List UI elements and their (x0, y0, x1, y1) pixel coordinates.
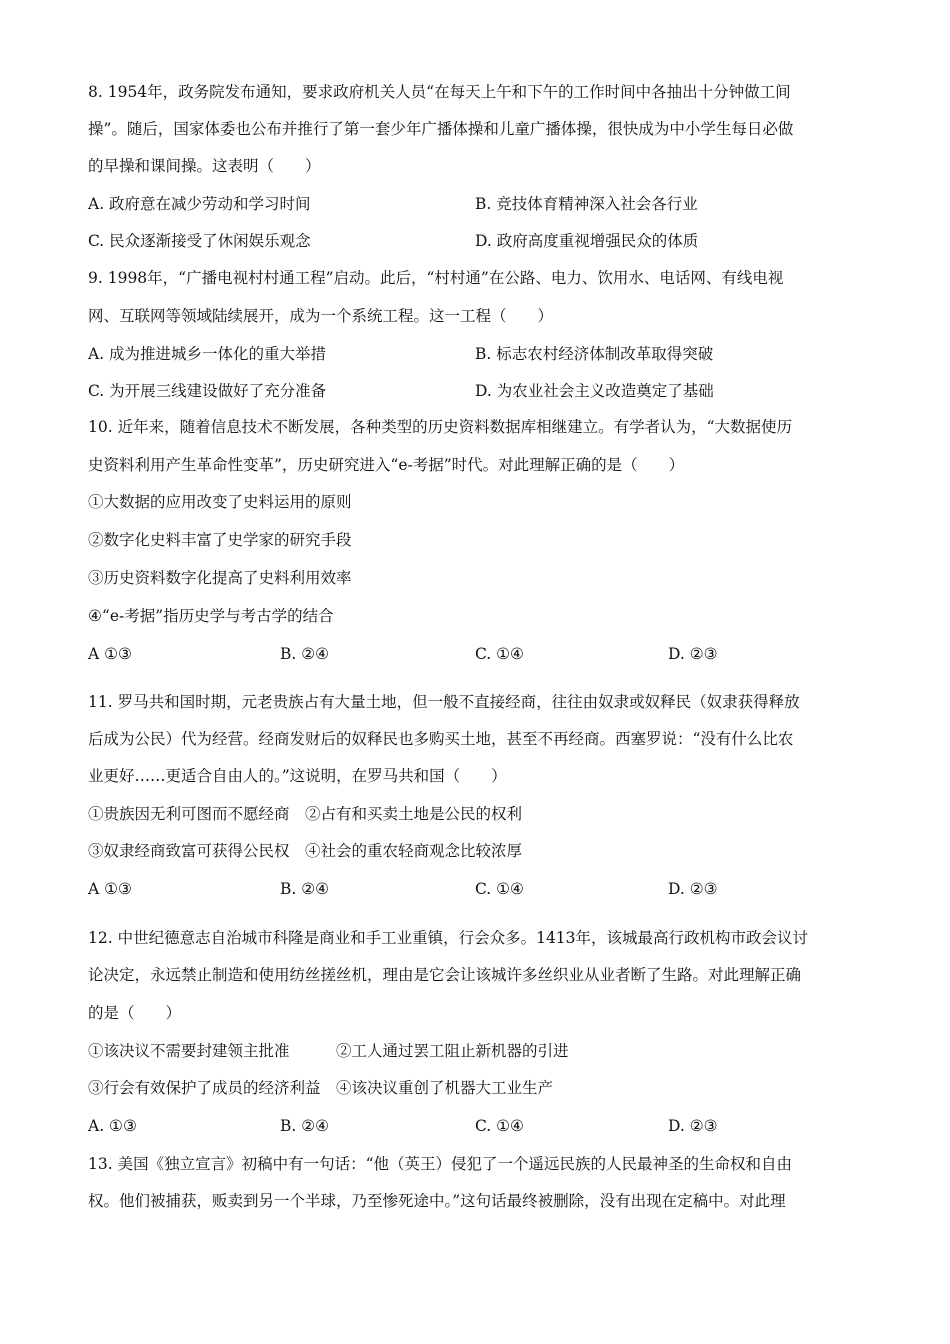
question-10-statement-3: ③历史资料数字化提高了史料利用效率 (88, 569, 352, 587)
question-11-option-d[interactable]: D. ②③ (668, 880, 718, 898)
question-11-option-b[interactable]: B. ②④ (280, 880, 330, 898)
question-12-stem-line-1: 12. 中世纪德意志自治城市科隆是商业和手工业重镇，行会众多。1413年，该城最高行政机构市政会议讨 (88, 929, 809, 947)
question-10-option-c[interactable]: C. ①④ (475, 645, 524, 663)
question-11-stem-line-2: 后成为公民）代为经营。经商发财后的奴释民也多购买土地，甚至不再经商。西塞罗说：“没有什么比农 (88, 730, 794, 748)
question-10-option-b[interactable]: B. ②④ (280, 645, 330, 663)
question-11-stem-line-3: 业更好……更适合自由人的。”这说明，在罗马共和国（ ） (88, 767, 507, 785)
question-10-statement-1: ①大数据的应用改变了史料运用的原则 (88, 493, 352, 511)
question-8-option-b[interactable]: B. 竞技体育精神深入社会各行业 (475, 195, 698, 213)
question-9-stem-line-2: 网、互联网等领域陆续展开，成为一个系统工程。这一工程（ ） (88, 307, 554, 325)
question-12-option-d[interactable]: D. ②③ (668, 1117, 718, 1135)
question-11-stem-line-1: 11. 罗马共和国时期，元老贵族占有大量土地，但一般不直接经商，往往由奴隶或奴释民（奴隶获得释放 (88, 693, 800, 711)
question-10-option-a[interactable]: A ①③ (88, 645, 132, 663)
question-10-stem-line-1: 10. 近年来，随着信息技术不断发展，各种类型的历史资料数据库相继建立。有学者认为，“大数据使历 (88, 418, 793, 436)
question-11-statements-row-2: ③奴隶经商致富可获得公民权 ④社会的重农轻商观念比较浓厚 (88, 842, 523, 860)
question-12-option-a[interactable]: A. ①③ (88, 1117, 137, 1135)
question-12-stem-line-2: 论决定，永远禁止制造和使用纺丝搓丝机，理由是它会让该城许多丝织业从业者断了生路。对此理解正确 (88, 966, 802, 984)
question-8-stem-line-2: 操”。随后，国家体委也公布并推行了第一套少年广播体操和儿童广播体操，很快成为中小学生每日必做 (88, 120, 794, 138)
question-12-option-c[interactable]: C. ①④ (475, 1117, 524, 1135)
question-11-statements-row-1: ①贵族因无利可图而不愿经商 ②占有和买卖土地是公民的权利 (88, 805, 523, 823)
question-8-option-d[interactable]: D. 政府高度重视增强民众的体质 (475, 232, 699, 250)
question-9-option-d[interactable]: D. 为农业社会主义改造奠定了基础 (475, 382, 714, 400)
question-10-stem-line-2: 史资料利用产生革命性变革”，历史研究进入“e-考据”时代。对此理解正确的是（ ） (88, 456, 685, 474)
question-9-option-c[interactable]: C. 为开展三线建设做好了充分准备 (88, 382, 327, 400)
question-8-stem-line-1: 8. 1954年，政务院发布通知，要求政府机关人员“在每天上午和下午的工作时间中各抽出十分钟做工间 (88, 83, 791, 101)
question-12-statements-row-1: ①该决议不需要封建领主批准 ②工人通过罢工阻止新机器的引进 (88, 1042, 569, 1060)
question-8-stem-line-3: 的早操和课间操。这表明（ ） (88, 157, 321, 175)
question-9-stem-line-1: 9. 1998年，“广播电视村村通工程”启动。此后，“村村通”在公路、电力、饮用水、电话网、有线电视 (88, 269, 784, 287)
question-11-option-c[interactable]: C. ①④ (475, 880, 524, 898)
question-9-option-a[interactable]: A. 成为推进城乡一体化的重大举措 (88, 345, 327, 363)
question-12-statements-row-2: ③行会有效保护了成员的经济利益 ④该决议重创了机器大工业生产 (88, 1079, 554, 1097)
question-12-option-b[interactable]: B. ②④ (280, 1117, 330, 1135)
question-8-option-a[interactable]: A. 政府意在减少劳动和学习时间 (88, 195, 311, 213)
question-10-statement-2: ②数字化史料丰富了史学家的研究手段 (88, 531, 352, 549)
question-13-stem-line-1: 13. 美国《独立宣言》初稿中有一句话：“他（英王）侵犯了一个遥远民族的人民最神圣的生命权和自由 (88, 1155, 793, 1173)
question-9-option-b[interactable]: B. 标志农村经济体制改革取得突破 (475, 345, 714, 363)
question-10-statement-4: ④“e-考据”指历史学与考古学的结合 (88, 607, 334, 625)
question-10-option-d[interactable]: D. ②③ (668, 645, 718, 663)
question-11-option-a[interactable]: A ①③ (88, 880, 132, 898)
question-8-option-c[interactable]: C. 民众逐渐接受了休闲娱乐观念 (88, 232, 311, 250)
question-13-stem-line-2: 权。他们被捕获，贩卖到另一个半球，乃至惨死途中。”这句话最终被删除，没有出现在定稿中。对此理 (88, 1192, 786, 1210)
question-12-stem-line-3: 的是（ ） (88, 1004, 182, 1022)
